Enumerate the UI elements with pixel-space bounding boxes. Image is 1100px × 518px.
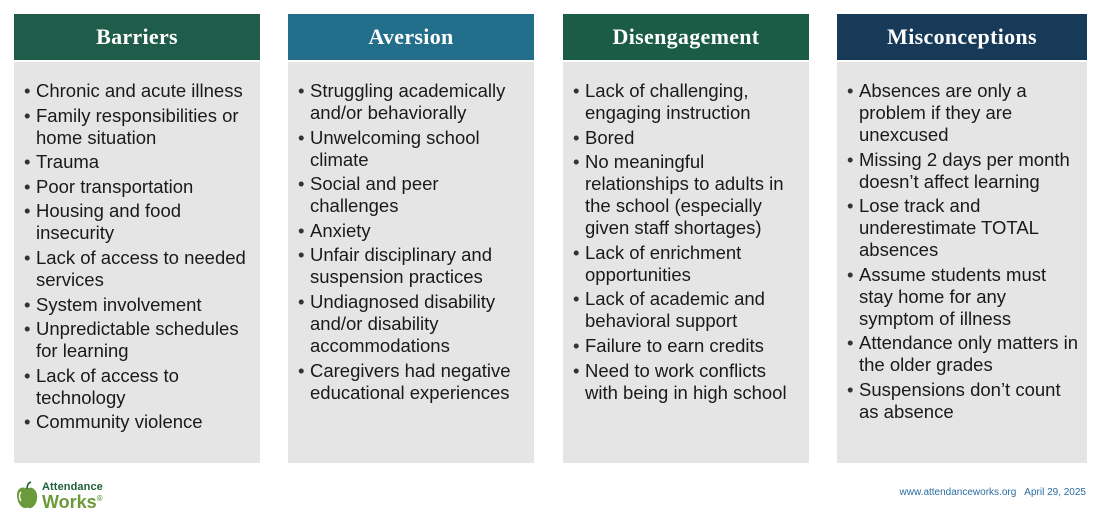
list-item: • Unwelcoming school climate: [298, 127, 526, 171]
column-disengagement: [563, 14, 809, 474]
column-misconceptions: [837, 14, 1087, 474]
list-item: • Lack of access to needed services: [24, 247, 252, 291]
list-item: • Trauma: [24, 151, 252, 173]
registered-mark: ®: [96, 494, 103, 503]
list-item: • Assume students must stay home for any symptom of illness: [847, 264, 1079, 330]
item-list: [298, 80, 526, 404]
list-item: • Lack of access to technology: [24, 365, 252, 409]
column-aversion: [288, 14, 534, 474]
list-item: • Need to work conflicts with being in high school: [573, 360, 801, 404]
list-item: • Family responsibilities or home situation: [24, 105, 252, 149]
footer-info: [900, 487, 1086, 498]
column-body: [14, 62, 260, 463]
list-item: • Struggling academically and/or behaviorally: [298, 80, 526, 124]
list-item: • Failure to earn credits: [573, 335, 801, 357]
list-item: • Bored: [573, 127, 801, 149]
list-item: • Lack of academic and behavioral support: [573, 288, 801, 332]
column-barriers: [14, 14, 260, 474]
column-body: [288, 62, 534, 463]
item-list: [847, 80, 1079, 423]
list-item: • Lose track and underestimate TOTAL absences: [847, 195, 1079, 261]
column-header: Disengagement: [563, 14, 809, 60]
list-item: • Attendance only matters in the older grades: [847, 332, 1079, 376]
list-item: • Unpredictable schedules for learning: [24, 318, 252, 362]
list-item: • Missing 2 days per month doesn’t affect learning: [847, 149, 1079, 193]
list-item: • Absences are only a problem if they are unexcused: [847, 80, 1079, 146]
logo-line-1: Attendance: [42, 481, 103, 493]
website-link[interactable]: www.attendanceworks.org: [899, 487, 1017, 498]
list-item: • No meaningful relationships to adults in the school (especially given staff shortages): [573, 151, 801, 239]
item-list: [24, 80, 252, 433]
column-header: Misconceptions: [837, 14, 1087, 60]
footer-date: April 29, 2025: [1024, 487, 1086, 498]
item-list: [573, 80, 801, 404]
column-body: [837, 62, 1087, 463]
list-item: • Community violence: [24, 411, 252, 433]
list-item: • Housing and food insecurity: [24, 200, 252, 244]
attendance-works-logo: [14, 481, 103, 511]
list-item: • Unfair disciplinary and suspension practices: [298, 244, 526, 288]
list-item: • Suspensions don’t count as absence: [847, 379, 1079, 423]
list-item: • Lack of challenging, engaging instruction: [573, 80, 801, 124]
logo-line-2: Works®: [42, 492, 103, 512]
column-header: Barriers: [14, 14, 260, 60]
column-body: [563, 62, 809, 463]
list-item: • Undiagnosed disability and/or disability accommodations: [298, 291, 526, 357]
list-item: • Chronic and acute illness: [24, 80, 252, 102]
apple-icon: [14, 481, 40, 511]
list-item: • Poor transportation: [24, 176, 252, 198]
logo-text: [42, 482, 103, 511]
list-item: • Social and peer challenges: [298, 173, 526, 217]
column-header: Aversion: [288, 14, 534, 60]
list-item: • Anxiety: [298, 220, 526, 242]
list-item: • System involvement: [24, 294, 252, 316]
list-item: • Lack of enrichment opportunities: [573, 242, 801, 286]
list-item: • Caregivers had negative educational experiences: [298, 360, 526, 404]
